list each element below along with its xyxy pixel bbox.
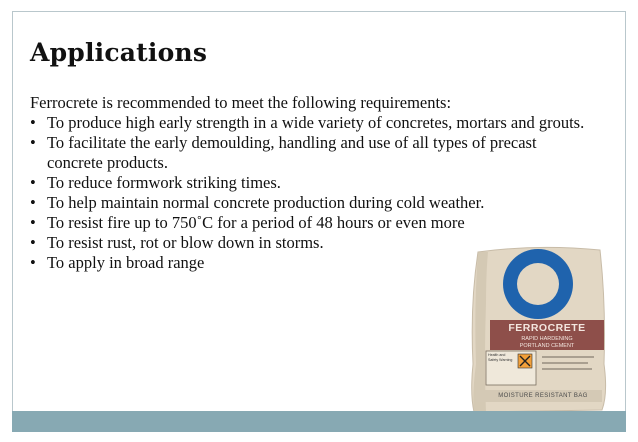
list-item: • To facilitate the early demoulding, handling and use of all types of precast concrete products. <box>30 133 590 173</box>
list-item: • To reduce formwork striking times. <box>30 173 590 193</box>
intro-text: Ferrocrete is recommended to meet the following requirements: <box>30 93 452 112</box>
bag-text-line <box>542 356 594 358</box>
bag-text-line <box>542 362 588 364</box>
footer-bar <box>12 411 626 432</box>
list-item: • To resist rust, rot or blow down in storms. <box>30 233 590 253</box>
list-item: • To help maintain normal concrete production during cold weather. <box>30 193 590 213</box>
bag-brand-text: FERROCRETE <box>508 322 586 334</box>
list-item: • To resist fire up to 750˚C for a period of 48 hours or even more <box>30 213 590 233</box>
cement-bag-image <box>466 244 610 414</box>
bag-bottom-strip-text: MOISTURE RESISTANT BAG <box>498 393 588 399</box>
list-item: • To produce high early strength in a wide variety of concretes, mortars and grouts. <box>30 113 590 133</box>
bag-subtitle-2: PORTLAND CEMENT <box>519 343 575 349</box>
bag-logo-center <box>517 263 559 305</box>
slide-title: Applications <box>30 38 208 67</box>
list-item: • To apply in broad range <box>30 253 590 273</box>
bag-subtitle-1: RAPID HARDENING <box>521 336 573 342</box>
bag-text-line <box>542 368 592 370</box>
bag-warning-text: Health and Safety Warning <box>488 353 513 362</box>
